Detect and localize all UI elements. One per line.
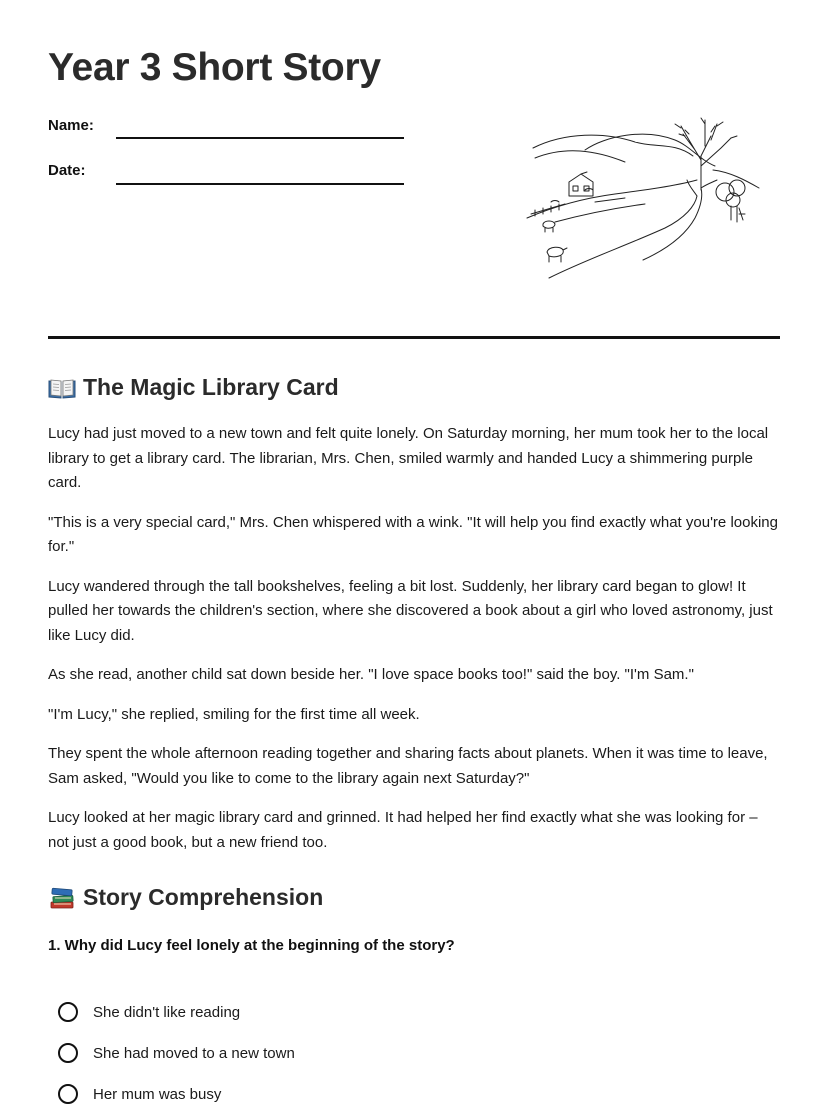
section-divider [48, 336, 780, 339]
stack-of-books-emoji-icon [48, 886, 76, 910]
radio-button[interactable] [58, 1084, 78, 1104]
story-title: The Magic Library Card [83, 374, 339, 400]
answer-option[interactable] [58, 1043, 295, 1063]
story-paragraph: Lucy wandered through the tall bookshelves, feeling a bit lost. Suddenly, her library card began to glow! It pulled her towards the children's section, where she discovered a book about a girl who loved astronomy, just like Lucy did. [48, 577, 773, 644]
answer-option-label: She didn't like reading [93, 1003, 241, 1021]
countryside-landscape-drawing-icon [525, 110, 765, 282]
story-text [48, 422, 780, 870]
answer-option[interactable] [58, 1084, 221, 1104]
question-1: 1. Why did Lucy feel lonely at the beginning of the story? [48, 937, 455, 954]
story-paragraph: "This is a very special card," Mrs. Chen whispered with a wink. "It will help you find exactly what you're looking for." [48, 513, 778, 555]
story-paragraph: "I'm Lucy," she replied, smiling for the first time all week. [48, 705, 420, 723]
answer-option-label: She had moved to a new town [93, 1044, 295, 1062]
comprehension-title: Story Comprehension [83, 884, 324, 910]
open-book-emoji-icon [48, 376, 76, 400]
name-label: Name: [48, 117, 94, 134]
story-paragraph: They spent the whole afternoon reading together and sharing facts about planets. When it was time to leave, Sam asked, "Would you like to come to the library again next Saturday?" [48, 745, 768, 787]
radio-button[interactable] [58, 1002, 78, 1022]
comprehension-heading [48, 884, 323, 911]
story-paragraph: Lucy had just moved to a new town and felt quite lonely. On Saturday morning, her mum took her to the local library to get a library card. The librarian, Mrs. Chen, smiled warmly and handed Lucy a shimmering purple card. [48, 425, 769, 491]
story-heading [48, 374, 339, 401]
radio-button[interactable] [58, 1043, 78, 1063]
date-field[interactable] [116, 183, 404, 185]
answer-option-label: Her mum was busy [93, 1085, 222, 1103]
date-label: Date: [48, 162, 86, 179]
story-paragraph: As she read, another child sat down beside her. "I love space books too!" said the boy. "I'm Sam." [48, 666, 694, 683]
name-field[interactable] [116, 137, 404, 139]
story-paragraph: Lucy looked at her magic library card and grinned. It had helped her find exactly what she was looking for – not just a good book, but a new friend too. [48, 809, 758, 851]
answer-option[interactable] [58, 1002, 240, 1022]
page-title: Year 3 Short Story [48, 46, 381, 89]
